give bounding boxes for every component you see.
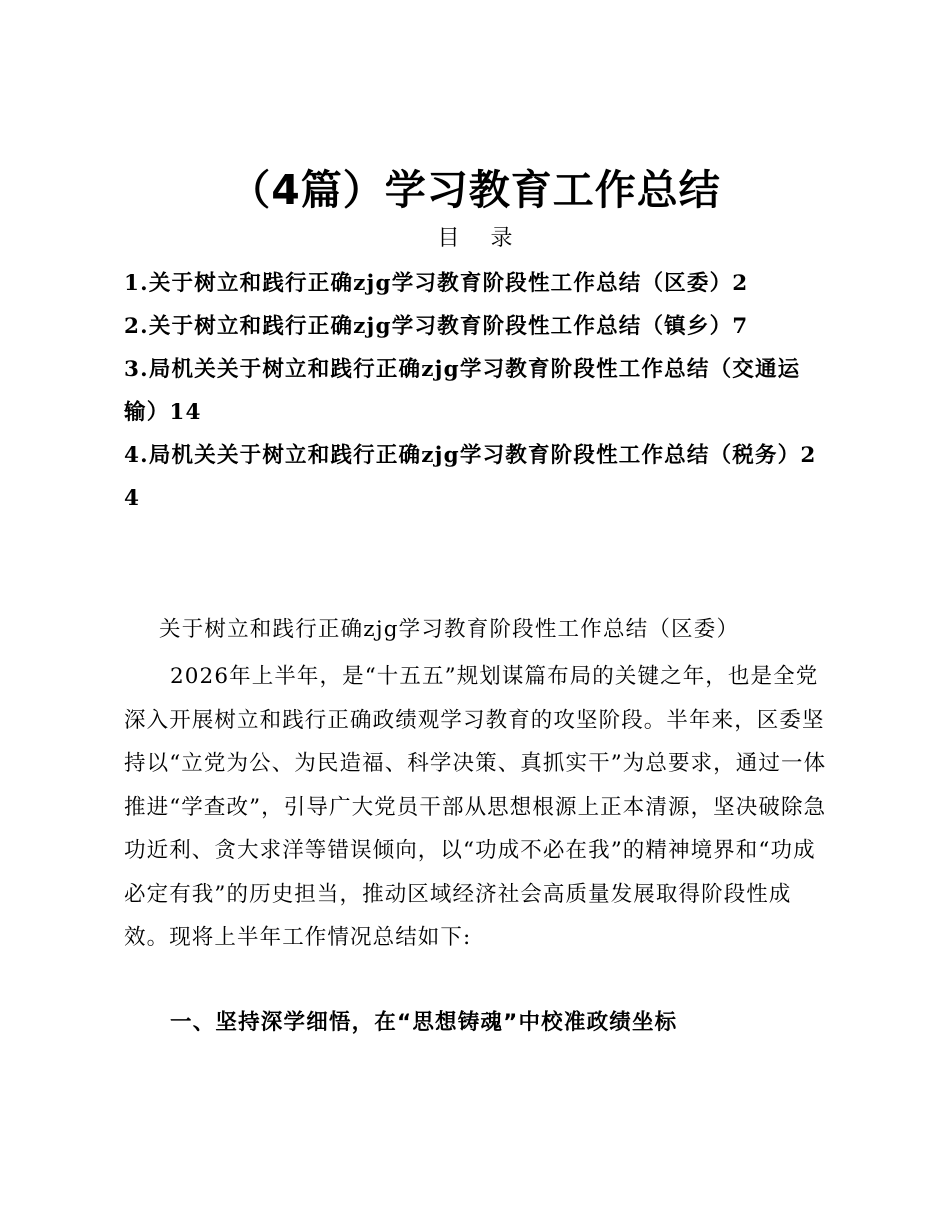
table-of-contents [124, 262, 829, 520]
toc-item[interactable]: 4.局机关关于树立和践行正确zjg学习教育阶段性工作总结（税务）24 [124, 443, 817, 511]
toc-item[interactable]: 1.关于树立和践行正确zjg学习教育阶段性工作总结（区委）2 [124, 271, 749, 296]
body-paragraph: 2026年上半年，是“十五五”规划谋篇布局的关键之年，也是全党深入开展树立和践行正确政绩观学习教育的攻坚阶段。半年来，区委坚持以“立党为公、为民造福、科学决策、真抓实干”为总要求，通过一体推进“学查改”，引导广大党员干部从思想根源上正本清源，坚决破除急功近利、贪大求洋等错误倾向，以“功成不必在我”的精神境界和“功成必定有我”的历史担当，推动区域经济社会高质量发展取得阶段性成效。现将上半年工作情况总结如下: [124, 664, 827, 950]
article-subtitle: 关于树立和践行正确zjg学习教育阶段性工作总结（区委） [159, 617, 740, 642]
section-heading: 一、坚持深学细悟，在“思想铸魂”中校准政绩坐标 [170, 1010, 678, 1035]
toc-item[interactable]: 2.关于树立和践行正确zjg学习教育阶段性工作总结（镇乡）7 [124, 314, 749, 339]
document-title: （4篇）学习教育工作总结 [229, 166, 721, 214]
toc-heading: 目 录 [437, 226, 525, 251]
toc-item[interactable]: 3.局机关关于树立和践行正确zjg学习教育阶段性工作总结（交通运输）14 [124, 357, 801, 425]
